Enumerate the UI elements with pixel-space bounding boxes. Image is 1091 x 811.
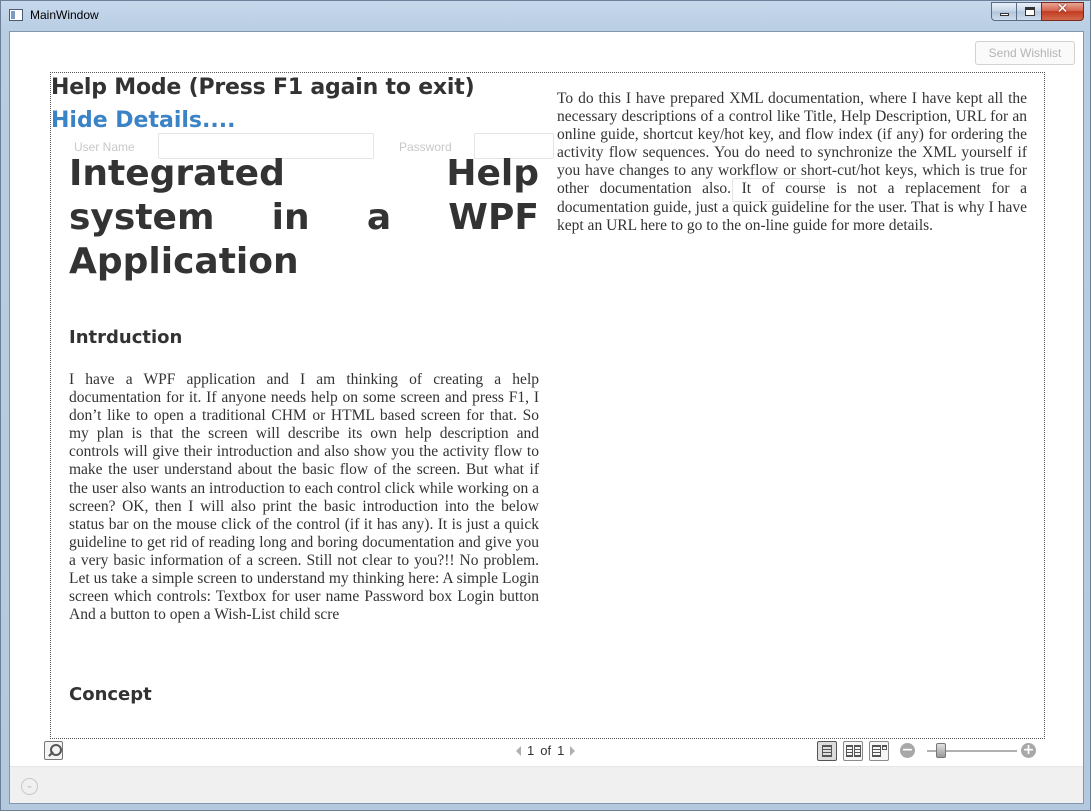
find-button[interactable] [44,741,63,760]
concept-paragraph: To do this I have prepared XML documentation, where I have kept all the necessary descriptions of a control like Title, Help Description, URL for an online guide, shortcut key/hot key, and flow index (if any) for ordering the activity flow sequences. You do need to synchronize the XML yourself if you have changes to any workflow or short-cut/hot keys, which is true for other documentation also. It of course is not a replacement for a documentation guide, just a quick guideline for the user. That is why I have kept an URL here to go to the on-line guide for more details. [557,90,1027,234]
minimize-icon [1000,13,1009,16]
hide-details-link[interactable]: Hide Details.... [51,108,236,133]
help-mode-banner: Help Mode (Press F1 again to exit) [51,75,475,100]
introduction-paragraph: I have a WPF application and I am thinking of creating a help documentation for it. If anyone needs help on some screen and press F1, I don’t like to open a traditional CHM or HTML based screen for that. So my plan is that the screen will describe its own help description and controls will give their introduction and also show you the activity flow to make the user understand about the basic flow of the screen. But what if the user also wants an introduction to each control click while working on a screen? OK, then I will also print the basic introduction into the below status bar on the mouse click of the control (if it has any). It is just a quick guideline to get rid of reading long and boring documentation and give you a very basic information of a screen. Still not clear to you?!! No problem. Let us take a simple screen to understand my thinking here: A simple Login screen which controls: Textbox for user name Password box Login button And a button to open a Wish-List child scre [69,371,539,624]
page-of-label: of [540,743,552,758]
two-page-view-button[interactable] [843,741,863,761]
zoom-slider-thumb[interactable] [936,743,946,758]
status-bar [10,766,1083,803]
title-bar[interactable] [1,1,1090,30]
two-page-icon-right [854,745,861,757]
zoom-in-button[interactable]: + [1022,742,1035,758]
maximize-icon [1025,7,1035,16]
section-heading-introduction: Intrduction [69,327,183,348]
single-page-view-button[interactable] [817,741,837,761]
thumbnail-icon [872,745,881,757]
password-label: Password [399,140,452,154]
caption-buttons [991,2,1083,21]
status-expander-icon[interactable]: ⌄ [21,778,38,795]
client-area [9,31,1084,804]
total-pages: 1 [557,743,565,758]
next-page-icon[interactable] [570,746,575,756]
username-label: User Name [74,140,135,154]
close-icon: ✕ [1056,1,1069,17]
previous-page-icon[interactable] [516,746,521,756]
two-page-icon-left [846,745,853,757]
document-title: Integrated Help system in a WPF Application [69,153,539,282]
send-wishlist-button[interactable]: Send Wishlist [975,41,1075,65]
single-page-icon [822,745,832,757]
maximize-button[interactable] [1016,2,1042,21]
section-heading-concept: Concept [69,684,152,705]
viewer-toolbar [10,738,1083,764]
minimize-button[interactable] [991,2,1017,21]
page-navigator [516,743,575,758]
window-title: MainWindow [30,8,99,22]
close-button[interactable] [1041,2,1084,21]
thumbnail-view-button[interactable] [869,741,889,761]
current-page: 1 [527,743,535,758]
thumbnail-icon-small [882,745,887,750]
document-viewer [50,72,1045,739]
zoom-out-button[interactable]: − [901,742,914,758]
app-icon[interactable] [9,9,23,21]
